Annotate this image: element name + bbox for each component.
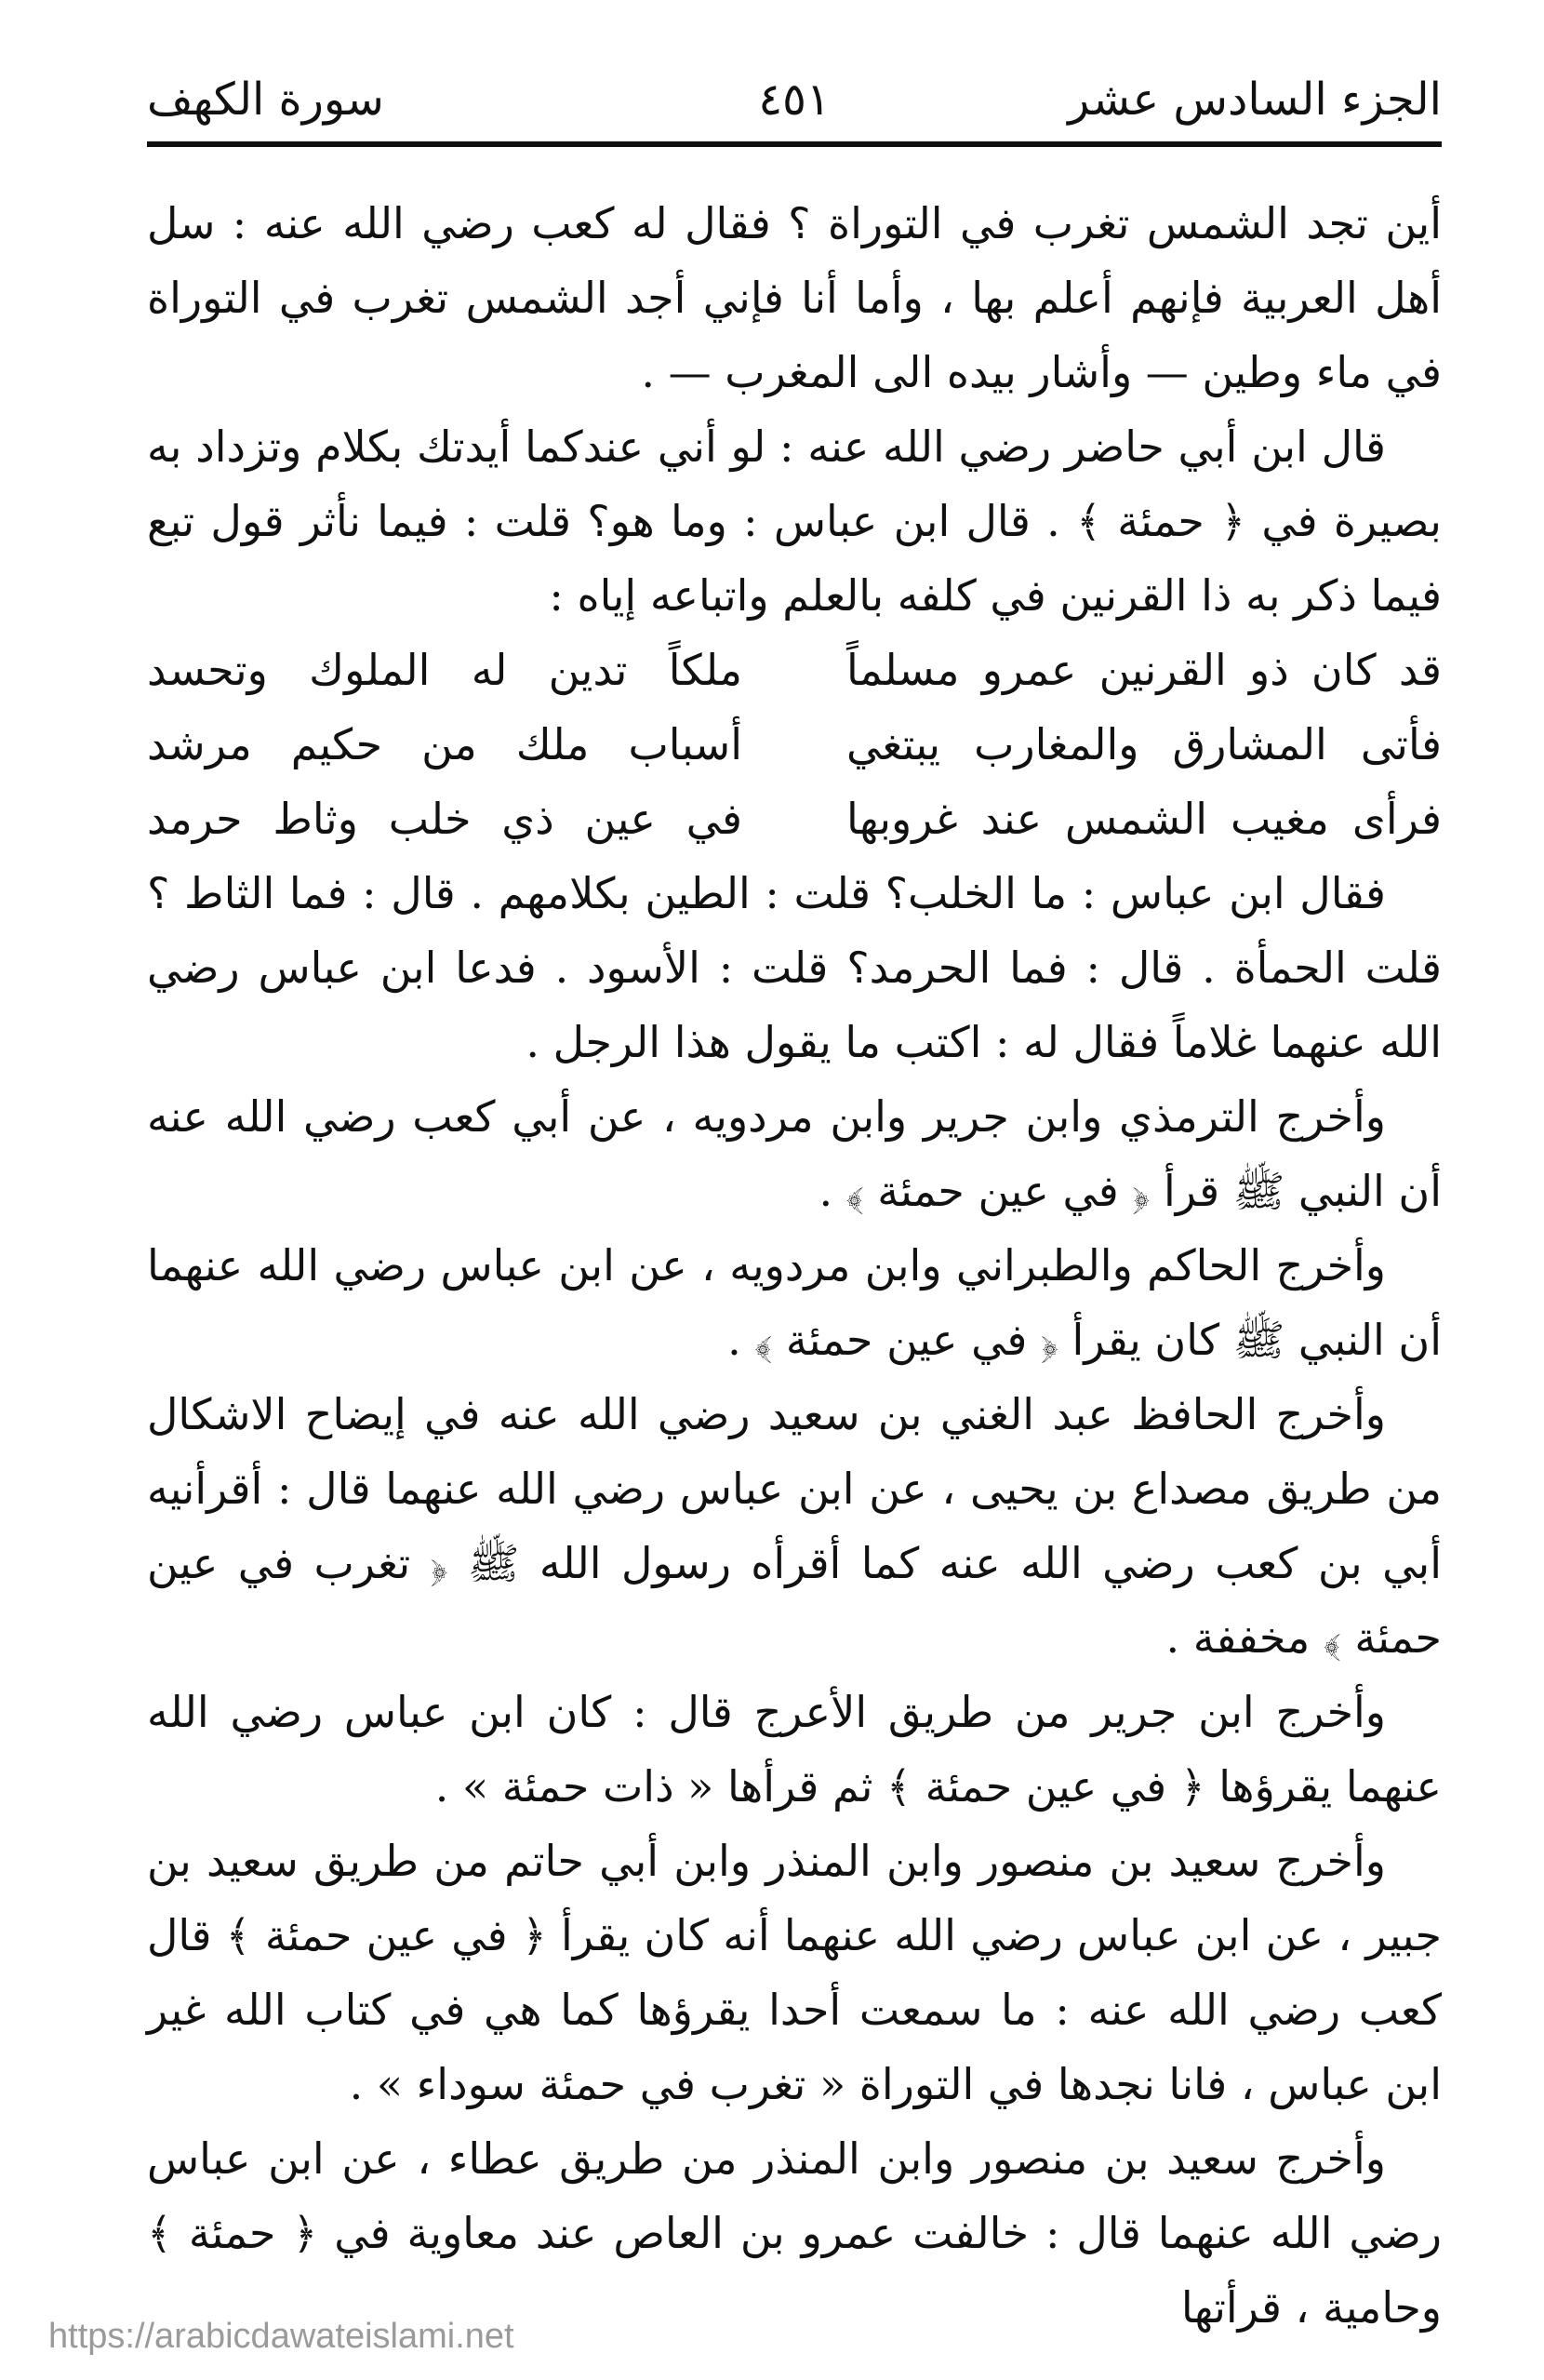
page-number: ٤٥١ (758, 74, 831, 126)
paragraph-7: وأخرج ابن جرير من طريق الأعرج قال : كان ابن عباس رضي الله عنهما يقرؤها ﴿ في عين حمئة ﴾ ثم قرأها « ذات حمئة » . (147, 1687, 1442, 1812)
paragraph-3: فقال ابن عباس : ما الخلب؟ قلت : الطين بكلامهم . قال : فما الثاط ؟ قلت الحمأة . قال : فما الحرمد؟ قلت : الأسود . فدعا ابن عباس رضي الله عنهما غلاماً فقال له : اكتب ما يقول هذا الرجل . (147, 868, 1442, 1067)
verse-3-first-hemistich: فرأى مغيب الشمس عند غروبها (846, 794, 1442, 844)
part-title: الجزء السادس عشر (1068, 74, 1442, 126)
page-header (147, 58, 1442, 141)
surah-title: سورة الكهف (147, 74, 384, 126)
paragraph-1: أين تجد الشمس تغرب في التوراة ؟ فقال له كعب رضي الله عنه : سل أهل العربية فإنهم أعلم بها ، وأما أنا فإني أجد الشمس تغرب في التوراة في ماء وطين — وأشار بيده الى المغرب — . (147, 198, 1442, 397)
paragraph-5: وأخرج الحاكم والطبراني وابن مردويه ، عن ابن عباس رضي الله عنهما أن النبي ﷺ كان يقرأ ﴿ في عين حمئة ﴾ . (147, 1240, 1442, 1365)
verse-2-second-hemistich: أسباب ملك من حكيم مرشد (147, 719, 742, 769)
paragraph-2: قال ابن أبي حاضر رضي الله عنه : لو أني عندكما أيدتك بكلام وتزداد به بصيرة في ﴿ حمئة ﴾ . قال ابن عباس : وما هو؟ قلت : فيما نأثر قول تبع فيما ذكر به ذا القرنين في كلفه بالعلم واتباعه إياه : (147, 421, 1442, 621)
paragraph-9: وأخرج سعيد بن منصور وابن المنذر من طريق عطاء ، عن ابن عباس رضي الله عنهما قال : خالفت عمرو بن العاص عند معاوية في ﴿ حمئة ﴾ وحامية ، قرأتها (147, 2133, 1442, 2333)
verse-1 (147, 633, 1442, 707)
source-watermark: https://arabicdawateislami.net (48, 2317, 514, 2356)
verse-3 (147, 782, 1442, 856)
verse-3-second-hemistich: في عين ذي خلب وثاط حرمد (147, 794, 742, 844)
poem (147, 633, 1442, 856)
paragraph-8: وأخرج سعيد بن منصور وابن المنذر وابن أبي حاتم من طريق سعيد بن جبير ، عن ابن عباس رضي الله عنهما أنه كان يقرأ ﴿ في عين حمئة ﴾ قال كعب رضي الله عنه : ما سمعت أحدا يقرؤها كما هي في كتاب الله غير ابن عباس ، فانا نجدها في التوراة « تغرب في حمئة سوداء » . (147, 1836, 1442, 2109)
verse-2 (147, 707, 1442, 782)
verse-2-first-hemistich: فأتى المشارق والمغارب يبتغي (846, 719, 1442, 769)
body-text (147, 186, 1442, 2345)
verse-1-second-hemistich: ملكاً تدين له الملوك وتحسد (147, 645, 742, 695)
verse-1-first-hemistich: قد كان ذو القرنين عمرو مسلماً (846, 645, 1442, 695)
paragraph-4: وأخرج الترمذي وابن جرير وابن مردويه ، عن أبي كعب رضي الله عنه أن النبي ﷺ قرأ ﴿ في عين حمئة ﴾ . (147, 1091, 1442, 1216)
header-rule (147, 141, 1442, 147)
paragraph-6: وأخرج الحافظ عبد الغني بن سعيد رضي الله عنه في إيضاح الاشكال من طريق مصداع بن يحيى ، عن ابن عباس رضي الله عنهما قال : أقرأنيه أبي بن كعب رضي الله عنه كما أقرأه رسول الله ﷺ ﴿ تغرب في عين حمئة ﴾ مخففة . (147, 1389, 1442, 1663)
